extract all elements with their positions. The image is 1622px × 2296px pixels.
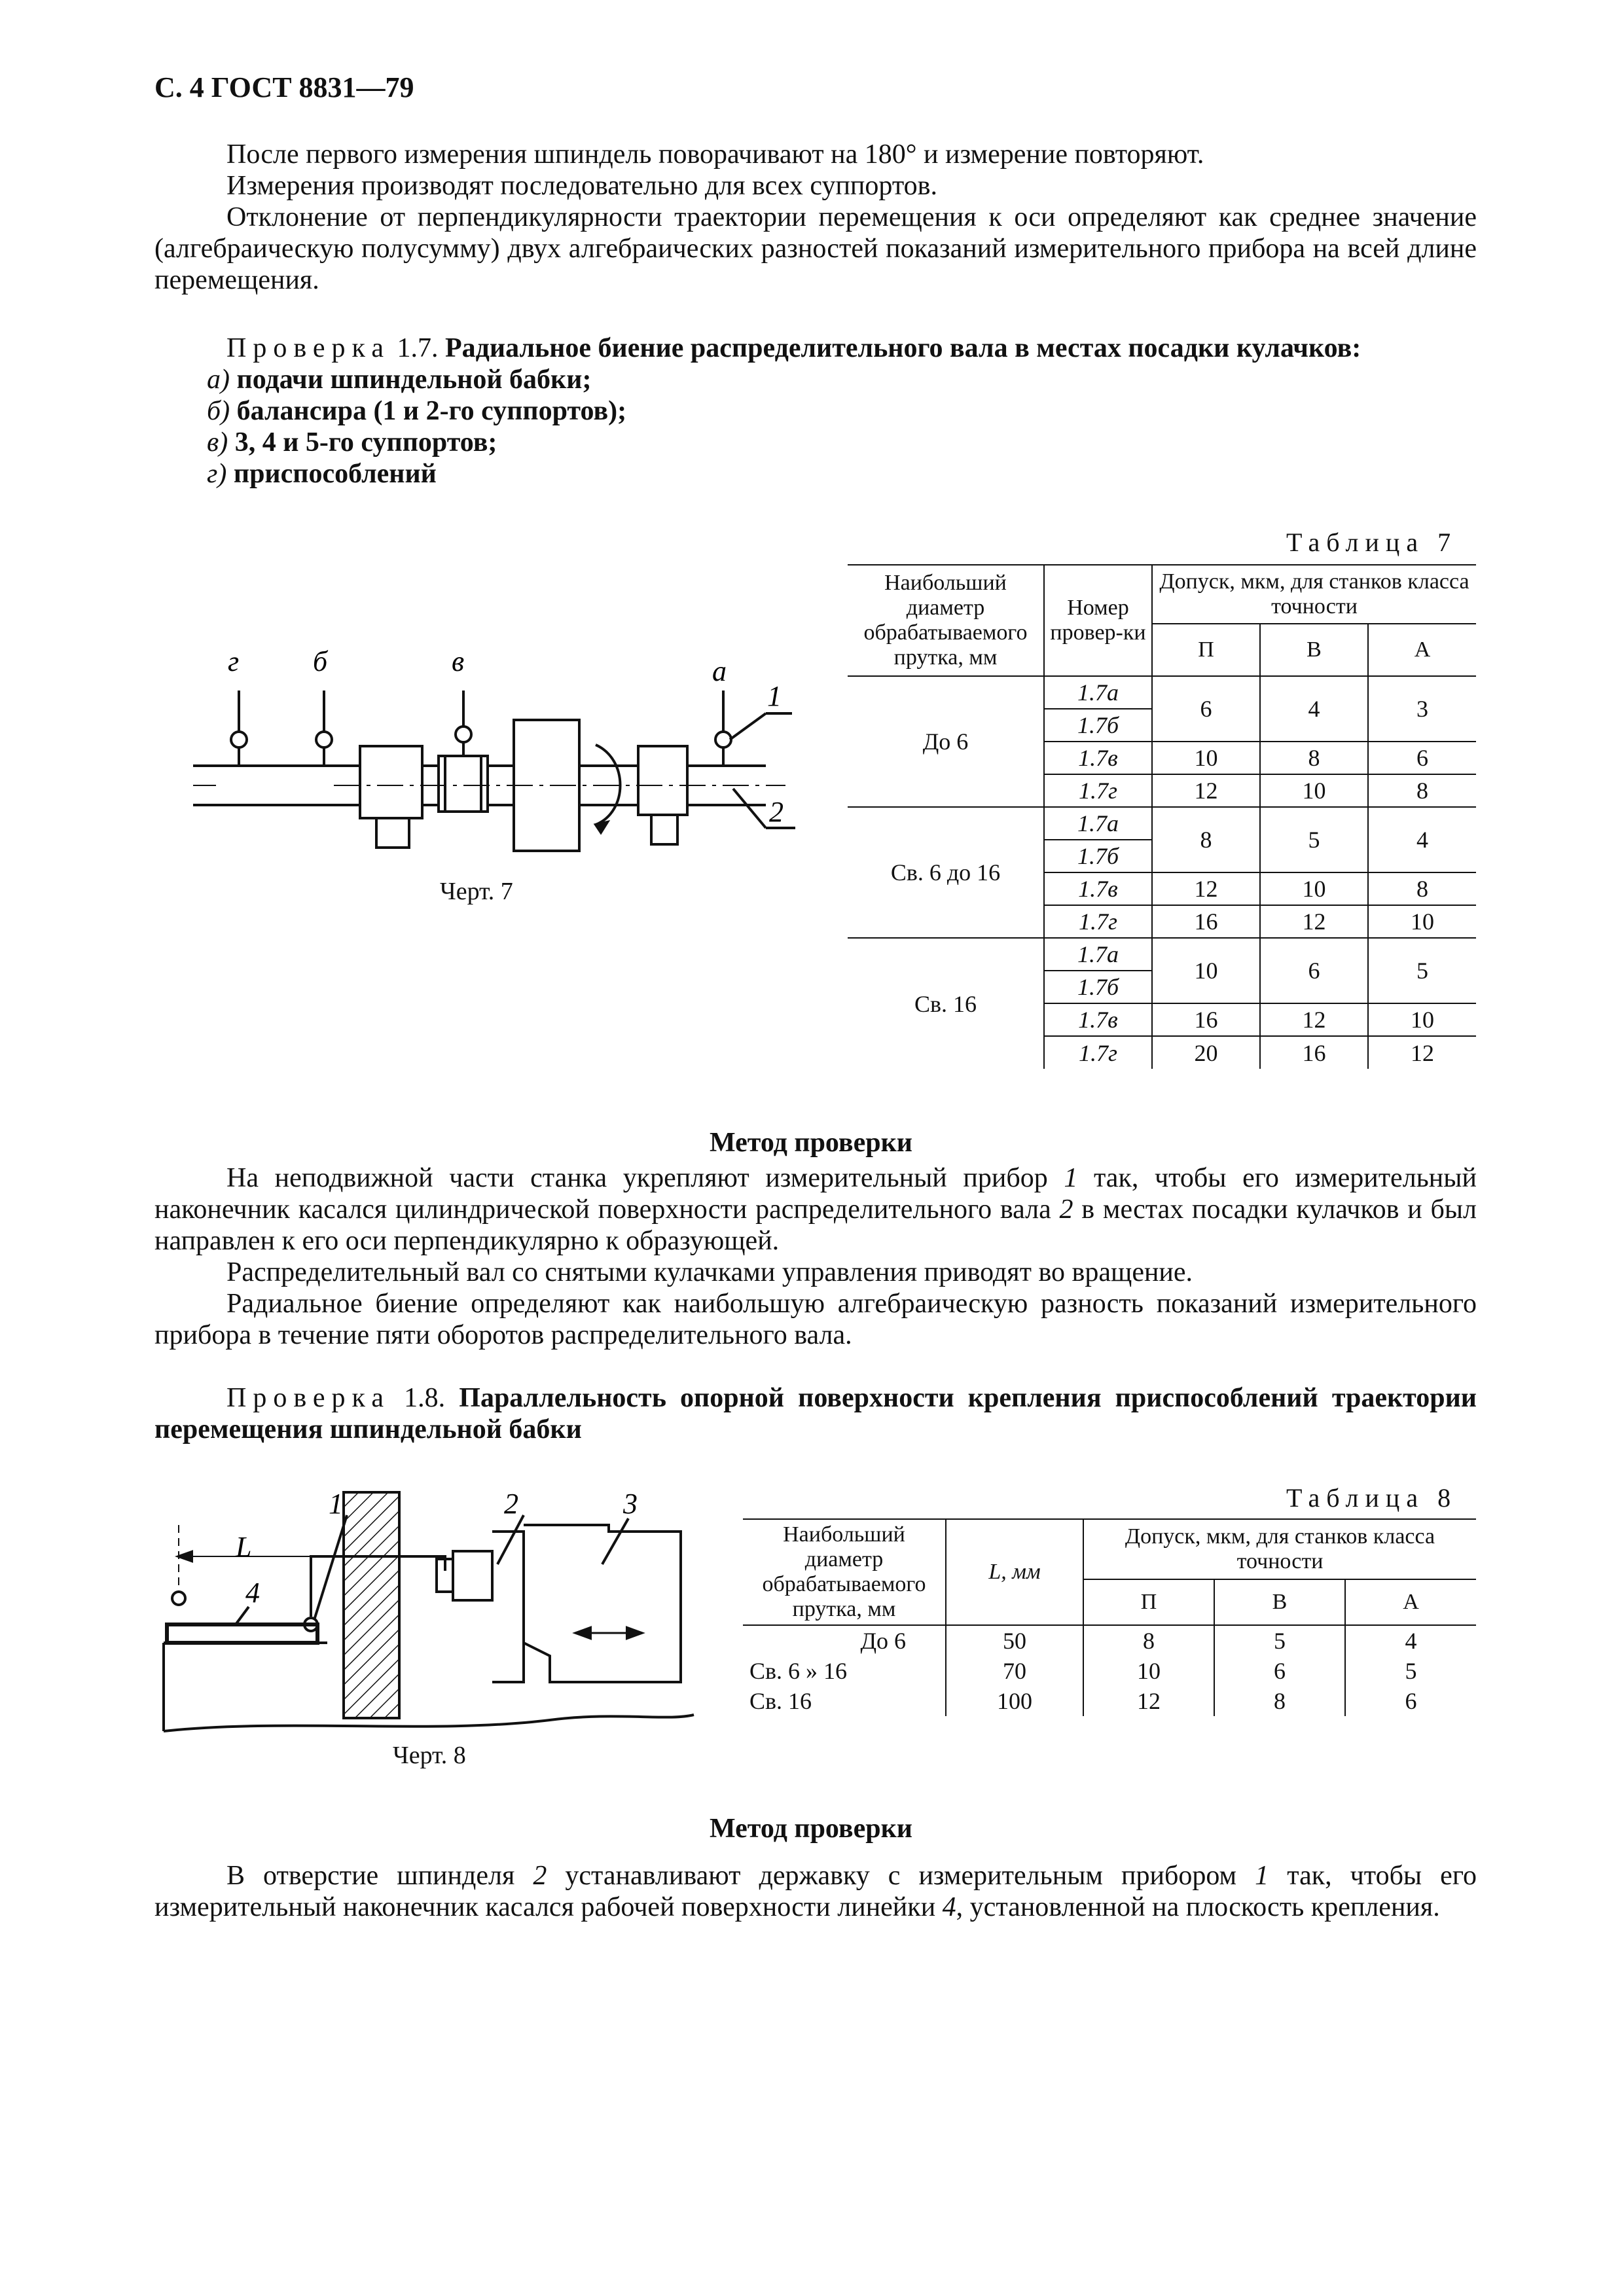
check-cell: 1.7г	[1044, 774, 1152, 807]
table-8	[743, 1518, 1476, 1716]
method-1-paragraph-3: Радиальное биение определяют как наибольшую алгебраическую разность показаний измерительного прибора в течение пяти оборотов распределительного вала.	[154, 1289, 1477, 1350]
class-header-v: В	[1214, 1579, 1345, 1625]
check-item-a: а) подачи шпиндельной бабки;	[207, 365, 592, 395]
figure-7-caption: Черт. 7	[440, 878, 513, 905]
L-cell: 100	[946, 1686, 1083, 1716]
value-cell: 10	[1152, 742, 1260, 774]
table-7-title: Таблица 7	[1286, 528, 1458, 557]
fig8-label-1: 1	[329, 1488, 343, 1520]
table-row	[743, 1519, 1476, 1579]
col-header-check-number: Номер провер-ки	[1044, 565, 1152, 676]
figure-8-drawing	[157, 1486, 700, 1734]
value-cell: 8	[1260, 742, 1368, 774]
value-cell: 10	[1083, 1656, 1214, 1686]
fig8-label-2: 2	[504, 1488, 518, 1520]
L-cell: 70	[946, 1656, 1083, 1686]
value-cell: 6	[1368, 742, 1476, 774]
row-label: Св. 6 » 16	[743, 1656, 946, 1686]
value-cell: 16	[1152, 1003, 1260, 1036]
check-number: 1.8.	[389, 1383, 460, 1413]
row-label: До 6	[743, 1625, 946, 1656]
value-cell: 8	[1368, 774, 1476, 807]
value-cell: 6	[1152, 676, 1260, 742]
check-cell: 1.7в	[1044, 872, 1152, 905]
value-cell: 8	[1368, 872, 1476, 905]
check-prefix: Проверка	[226, 333, 390, 363]
check-cell: 1.7б	[1044, 840, 1152, 872]
check-1-7-heading	[154, 332, 1477, 364]
class-header-p: П	[1152, 624, 1260, 676]
fig7-label-1: 1	[767, 680, 782, 712]
L-cell: 50	[946, 1625, 1083, 1656]
value-cell: 4	[1405, 1628, 1417, 1654]
check-prefix: Проверка	[226, 1383, 390, 1413]
check-number: 1.7.	[389, 333, 445, 363]
value-cell: 10	[1152, 938, 1260, 1003]
fig8-label-L: L	[236, 1531, 252, 1563]
fig8-label-3: 3	[623, 1488, 638, 1520]
check-cell: 1.7в	[1044, 742, 1152, 774]
table-8-title: Таблица 8	[1286, 1483, 1458, 1513]
col-header-tolerance: Допуск, мкм, для станков класса точности	[1152, 565, 1476, 624]
value-cell: 4	[1260, 676, 1368, 742]
intro-paragraph-1: После первого измерения шпиндель поворачивают на 180° и измерение повторяют.	[226, 139, 1204, 170]
value-cell: 20	[1152, 1036, 1260, 1069]
table-row	[743, 1625, 1476, 1656]
method-1-paragraph-2: Распределительный вал со снятыми кулачками управления приводят во вращение.	[226, 1257, 1193, 1287]
fig8-label-4: 4	[245, 1577, 260, 1609]
table-row	[743, 1686, 1476, 1716]
col-header-diameter: Наибольший диаметр обрабатываемого прутка, мм	[743, 1519, 946, 1625]
value-cell: 6	[1260, 938, 1368, 1003]
class-header-a: А	[1345, 1579, 1476, 1625]
value-cell: 10	[1368, 1003, 1476, 1036]
value-cell: 6	[1405, 1688, 1417, 1714]
method-2-paragraph: В отверстие шпинделя 2 устанавливают державку с измерительным прибором 1 так, чтобы его измерительный наконечник касался рабочей поверхности линейки 4, установленной на плоскость крепления.	[154, 1861, 1477, 1922]
col-header-tolerance: Допуск, мкм, для станков класса точности	[1083, 1519, 1476, 1579]
page-header: С. 4 ГОСТ 8831—79	[154, 71, 414, 103]
check-cell: 1.7а	[1044, 938, 1152, 971]
figure-7-drawing	[177, 628, 805, 877]
fig7-label-b: б	[313, 645, 328, 677]
intro-paragraph-3: Отклонение от перпендикулярности траектории перемещения к оси определяют как среднее значение (алгебраическую полусумму) двух алгебраических разностей показаний измерительного прибора на всей длине перемещения.	[154, 202, 1477, 295]
value-cell: 6	[1214, 1656, 1345, 1686]
method-2-title: Метод проверки	[710, 1814, 912, 1844]
check-1-8-heading	[154, 1382, 1477, 1445]
fig7-label-2: 2	[769, 796, 784, 828]
method-1-paragraph-1: На неподвижной части станка укрепляют измерительный прибор 1 так, чтобы его измерительный наконечник касался цилиндрической поверхности распределительного вала 2 в местах посадки кулачков и был направлен к его оси перпендикулярно к образующей.	[154, 1163, 1477, 1256]
value-cell: 12	[1083, 1686, 1214, 1716]
check-1-8-section	[154, 1382, 1477, 1445]
table-row	[848, 676, 1476, 709]
value-cell: 8	[1083, 1625, 1214, 1656]
check-cell: 1.7г	[1044, 905, 1152, 938]
value-cell: 10	[1260, 872, 1368, 905]
class-header-p: П	[1083, 1579, 1214, 1625]
table-row	[848, 938, 1476, 971]
fig7-label-v: в	[452, 645, 465, 677]
check-1-7-section	[154, 332, 1477, 490]
fig7-label-g: г	[228, 645, 240, 677]
group-label: До 6	[848, 676, 1044, 807]
figure-8-caption: Черт. 8	[393, 1742, 466, 1769]
fig7-label-a: а	[712, 655, 727, 687]
value-cell: 12	[1152, 872, 1260, 905]
group-label: Св. 6 до 16	[848, 807, 1044, 938]
table-row	[848, 565, 1476, 624]
value-cell: 12	[1152, 774, 1260, 807]
check-cell: 1.7б	[1044, 971, 1152, 1003]
value-cell: 12	[1260, 905, 1368, 938]
table-row	[743, 1656, 1476, 1686]
row-label: Св. 16	[743, 1686, 946, 1716]
check-title: Радиальное биение распределительного вала в местах посадки кулачков:	[444, 333, 1361, 363]
value-cell: 10	[1368, 905, 1476, 938]
check-cell: 1.7а	[1044, 807, 1152, 840]
value-cell: 5	[1368, 938, 1476, 1003]
intro-section	[154, 139, 1477, 296]
intro-paragraph-2: Измерения производят последовательно для всех суппортов.	[226, 171, 937, 201]
value-cell: 3	[1368, 676, 1476, 742]
check-cell: 1.7в	[1044, 1003, 1152, 1036]
check-cell: 1.7а	[1044, 676, 1152, 709]
value-cell: 12	[1411, 1039, 1434, 1066]
value-cell: 4	[1368, 807, 1476, 872]
col-header-diameter: Наибольший диаметр обрабатываемого прутка, мм	[848, 565, 1044, 676]
check-cell: 1.7б	[1044, 709, 1152, 742]
col-header-L: L, мм	[946, 1519, 1083, 1625]
check-item-g: г) приспособлений	[207, 459, 437, 489]
class-header-v: В	[1260, 624, 1368, 676]
value-cell: 5	[1260, 807, 1368, 872]
check-item-v: в) 3, 4 и 5-го суппортов;	[207, 427, 497, 457]
value-cell: 12	[1260, 1003, 1368, 1036]
value-cell: 8	[1152, 807, 1260, 872]
group-label: Св. 16	[848, 938, 1044, 1069]
method-1-title: Метод проверки	[710, 1128, 912, 1158]
check-title: Параллельность опорной поверхности крепления приспособлений траектории перемещения шпиндельной бабки	[154, 1383, 1477, 1444]
table-7	[848, 564, 1476, 1069]
table-row	[848, 807, 1476, 840]
value-cell: 10	[1260, 774, 1368, 807]
value-cell: 16	[1260, 1036, 1368, 1069]
value-cell: 5	[1214, 1625, 1345, 1656]
method-2-section	[154, 1860, 1477, 1923]
value-cell: 16	[1152, 905, 1260, 938]
value-cell: 8	[1214, 1686, 1345, 1716]
method-1-section	[154, 1162, 1477, 1351]
value-cell: 5	[1405, 1658, 1417, 1684]
check-cell: 1.7г	[1044, 1036, 1152, 1069]
class-header-a: А	[1368, 624, 1476, 676]
check-item-b: б) балансира (1 и 2-го суппортов);	[207, 396, 627, 426]
